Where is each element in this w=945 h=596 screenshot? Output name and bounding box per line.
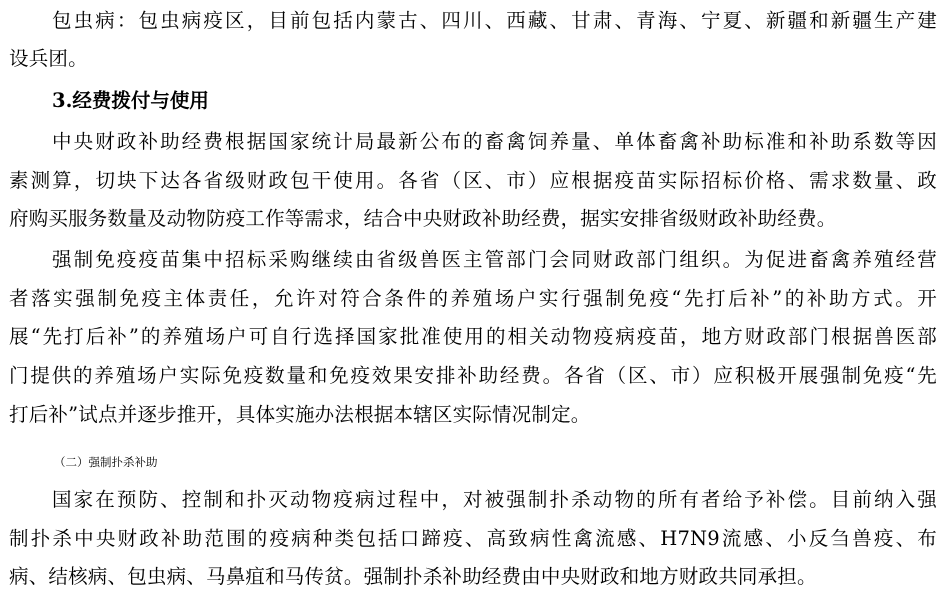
paragraph-line: 展“先打后补”的养殖场户可自行选择国家批准使用的相关动物疫病疫苗，地方财政部门根据兽医部 bbox=[9, 325, 937, 348]
paragraph-line: 病、结核病、包虫病、马鼻疽和马传贫。强制扑杀补助经费由中央财政和地方财政共同承担。 bbox=[9, 565, 817, 588]
intro-line-1: 包虫病：包虫病疫区，目前包括内蒙古、四川、西藏、甘肃、青海、宁夏、新疆和新疆生产建 bbox=[52, 9, 937, 32]
paragraph-line: 素测算，切块下达各省级财政包干使用。各省（区、市）应根据疫苗实际招标价格、需求数量、政 bbox=[9, 169, 937, 192]
paragraph-line: 者落实强制免疫主体责任，允许对符合条件的养殖场户实行强制免疫“先打后补”的补助方式。开 bbox=[9, 287, 937, 310]
paragraph-line: 门提供的养殖场户实际免疫数量和免疫效果安排补助经费。各省（区、市）应积极开展强制免疫“先 bbox=[9, 364, 937, 387]
section-heading: 3.经费拨付与使用 bbox=[52, 89, 209, 112]
subsection-heading: （二）强制扑杀补助 bbox=[54, 455, 158, 469]
paragraph-line: 中央财政补助经费根据国家统计局最新公布的畜禽饲养量、单体畜禽补助标准和补助系数等因 bbox=[52, 130, 937, 153]
paragraph-line: 国家在预防、控制和扑灭动物疫病过程中，对被强制扑杀动物的所有者给予补偿。目前纳入强 bbox=[52, 488, 937, 511]
intro-line-2: 设兵团。 bbox=[9, 47, 88, 70]
paragraph-line: 制扑杀中央财政补助范围的疫病种类包括口蹄疫、高致病性禽流感、H7N9流感、小反刍兽疫、布 bbox=[9, 527, 937, 550]
paragraph-line: 强制免疫疫苗集中招标采购继续由省级兽医主管部门会同财政部门组织。为促进畜禽养殖经营 bbox=[52, 248, 937, 271]
paragraph-line: 打后补”试点并逐步推开，具体实施办法根据本辖区实际情况制定。 bbox=[9, 403, 591, 426]
paragraph-line: 府购买服务数量及动物防疫工作等需求，结合中央财政补助经费，据实安排省级财政补助经费。 bbox=[9, 207, 837, 230]
